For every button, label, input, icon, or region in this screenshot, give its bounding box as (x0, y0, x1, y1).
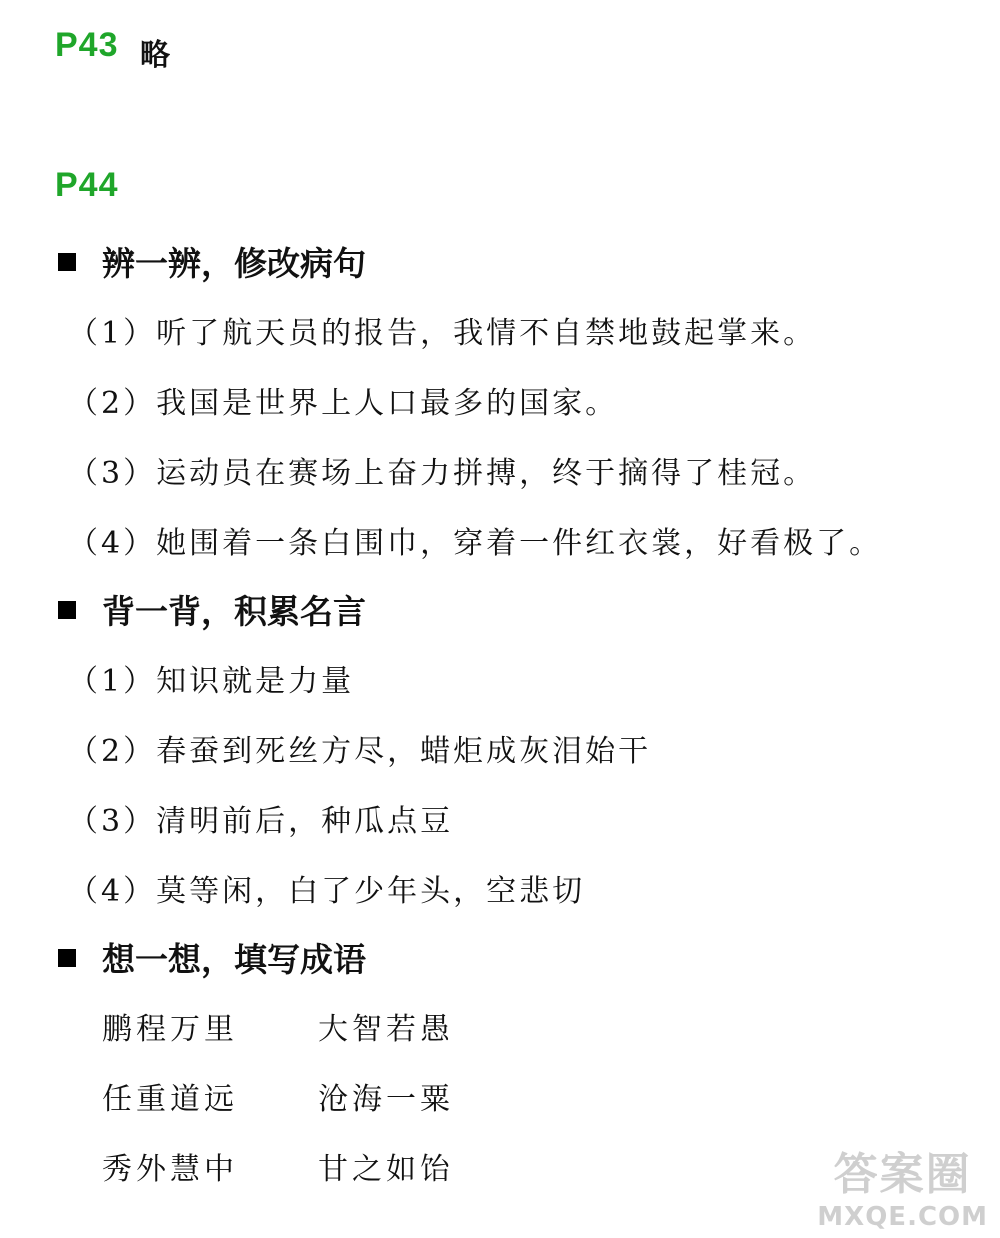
page-label-p43: P43 (55, 26, 119, 64)
p43-note: 略 (140, 38, 170, 73)
section-title-text: 辨一辨，修改病句 (102, 244, 366, 283)
list-item: （4）莫等闲，白了少年头，空悲切 (68, 874, 586, 909)
square-bullet-icon (58, 253, 76, 271)
list-item: （4）她围着一条白围巾，穿着一件红衣裳，好看极了。 (68, 526, 883, 561)
idiom-item: 甘之如饴 (318, 1152, 454, 1187)
idiom-item: 大智若愚 (318, 1012, 454, 1047)
section-title-text: 想一想，填写成语 (102, 940, 366, 979)
list-item: （2）我国是世界上人口最多的国家。 (68, 386, 619, 421)
idiom-item: 鹏程万里 (102, 1012, 238, 1047)
list-item: （1）知识就是力量 (68, 664, 355, 699)
watermark-logo: 答案圈 (833, 1149, 972, 1200)
list-item: （1）听了航天员的报告，我情不自禁地鼓起掌来。 (68, 316, 817, 351)
watermark-url: MXQE.COM (817, 1202, 988, 1232)
list-item: （2）春蚕到死丝方尽，蜡炬成灰泪始干 (68, 734, 652, 769)
idiom-item: 沧海一粟 (318, 1082, 454, 1117)
idiom-item: 秀外慧中 (102, 1152, 238, 1187)
list-item: （3）运动员在赛场上奋力拼搏，终于摘得了桂冠。 (68, 456, 817, 491)
section-title-correct-sentences (58, 238, 366, 285)
idiom-item: 任重道远 (102, 1082, 238, 1117)
section-title-quotes (58, 586, 366, 633)
list-item: （3）清明前后，种瓜点豆 (68, 804, 454, 839)
page-label-p44: P44 (55, 166, 119, 204)
section-title-idioms (58, 934, 366, 981)
watermark (817, 1138, 988, 1232)
square-bullet-icon (58, 601, 76, 619)
square-bullet-icon (58, 949, 76, 967)
section-title-text: 背一背，积累名言 (102, 592, 366, 631)
